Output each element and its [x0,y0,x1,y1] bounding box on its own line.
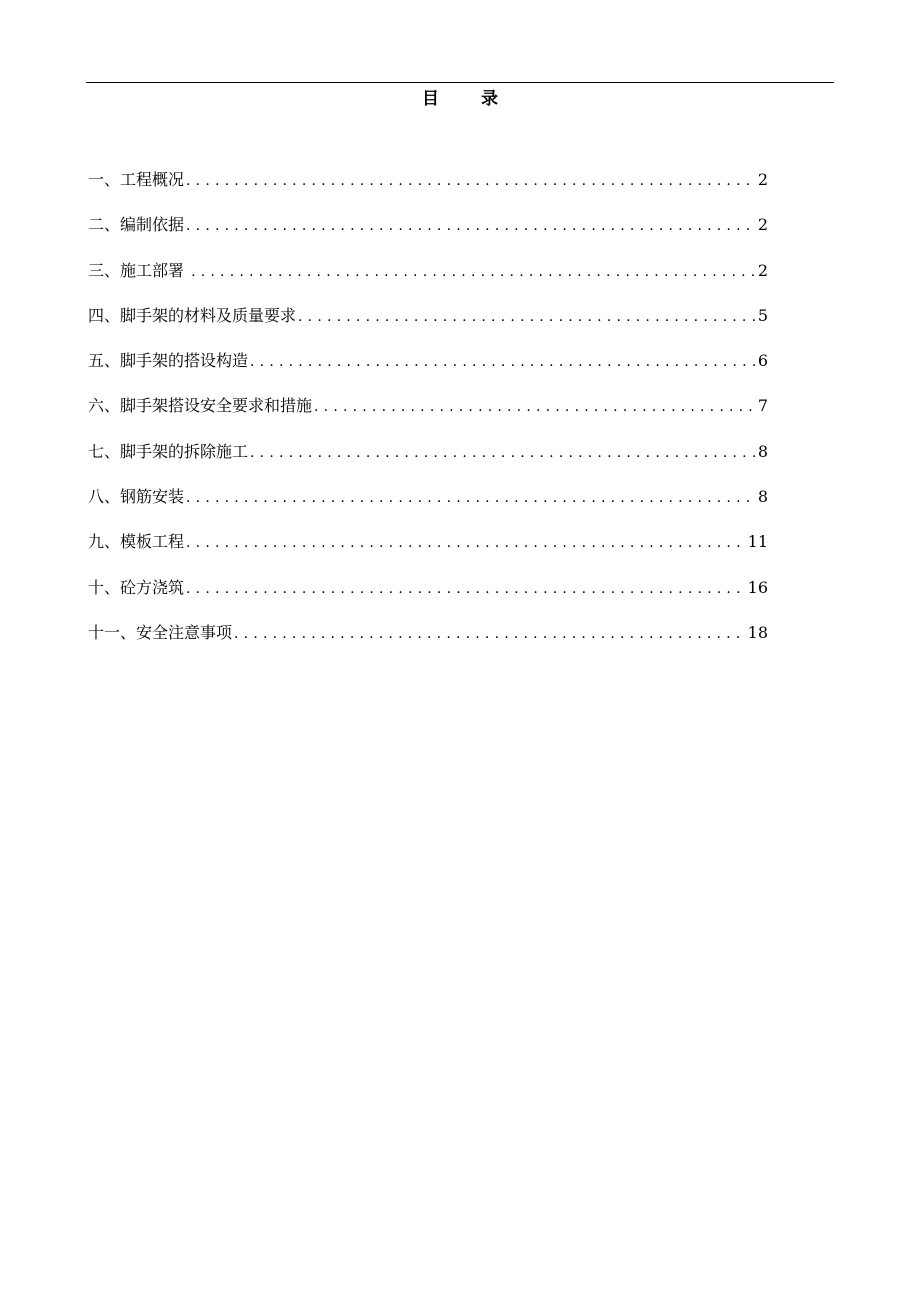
toc-dot-leader [298,305,756,329]
toc-entry-label: 九、模板工程 [88,532,185,552]
toc-entry[interactable] [88,621,768,666]
toc-entry-label: 七、脚手架的拆除施工 [88,441,249,461]
toc-entry-label: 十一、安全注意事项 [88,622,233,642]
toc-dot-leader [186,486,756,510]
toc-entry-label: 八、钢筋安装 [88,487,185,507]
toc-dot-leader [186,169,756,193]
page-title: 目 录 [422,89,516,109]
toc-entry[interactable] [88,485,768,530]
toc-entry-page: 5 [757,305,768,325]
toc-dot-leader [191,260,756,284]
toc-dot-leader [250,350,756,374]
toc-entry[interactable] [88,304,768,349]
toc-dot-leader [250,441,756,465]
toc-entry-page: 6 [757,351,768,371]
toc-entry-page: 2 [757,215,768,235]
toc-entry-label: 四、脚手架的材料及质量要求 [88,305,297,325]
toc-dot-leader [186,214,756,238]
toc-entry-label: 五、脚手架的搭设构造 [88,351,249,371]
toc-entry-page: 11 [747,532,768,552]
toc-entry[interactable] [88,168,768,213]
toc-entry[interactable] [88,213,768,258]
toc-dot-leader [186,531,746,555]
toc-entry[interactable] [88,530,768,575]
toc-entry[interactable] [88,394,768,439]
header-rule [86,82,834,83]
toc-dot-leader [314,395,756,419]
toc-dot-leader [234,622,746,646]
toc-entry-label: 二、编制依据 [88,215,185,235]
toc-dot-leader [186,577,746,601]
toc-entry-page: 18 [747,622,768,642]
table-of-contents [88,168,768,666]
toc-entry[interactable] [88,259,768,304]
toc-entry-page: 7 [757,396,768,416]
toc-entry-label: 一、工程概况 [88,170,185,189]
toc-entry-page: 16 [747,577,768,597]
toc-entry-page: 2 [757,170,768,189]
toc-entry-page: 8 [757,487,768,507]
toc-entry-label: 六、脚手架搭设安全要求和措施 [88,396,313,416]
toc-entry-label: 十、砼方浇筑 [88,577,185,597]
toc-entry[interactable] [88,576,768,621]
toc-entry[interactable] [88,440,768,485]
toc-entry-label: 三、施工部署 [88,260,190,280]
toc-entry[interactable] [88,349,768,394]
toc-entry-page: 2 [757,260,768,280]
toc-entry-page: 8 [757,441,768,461]
